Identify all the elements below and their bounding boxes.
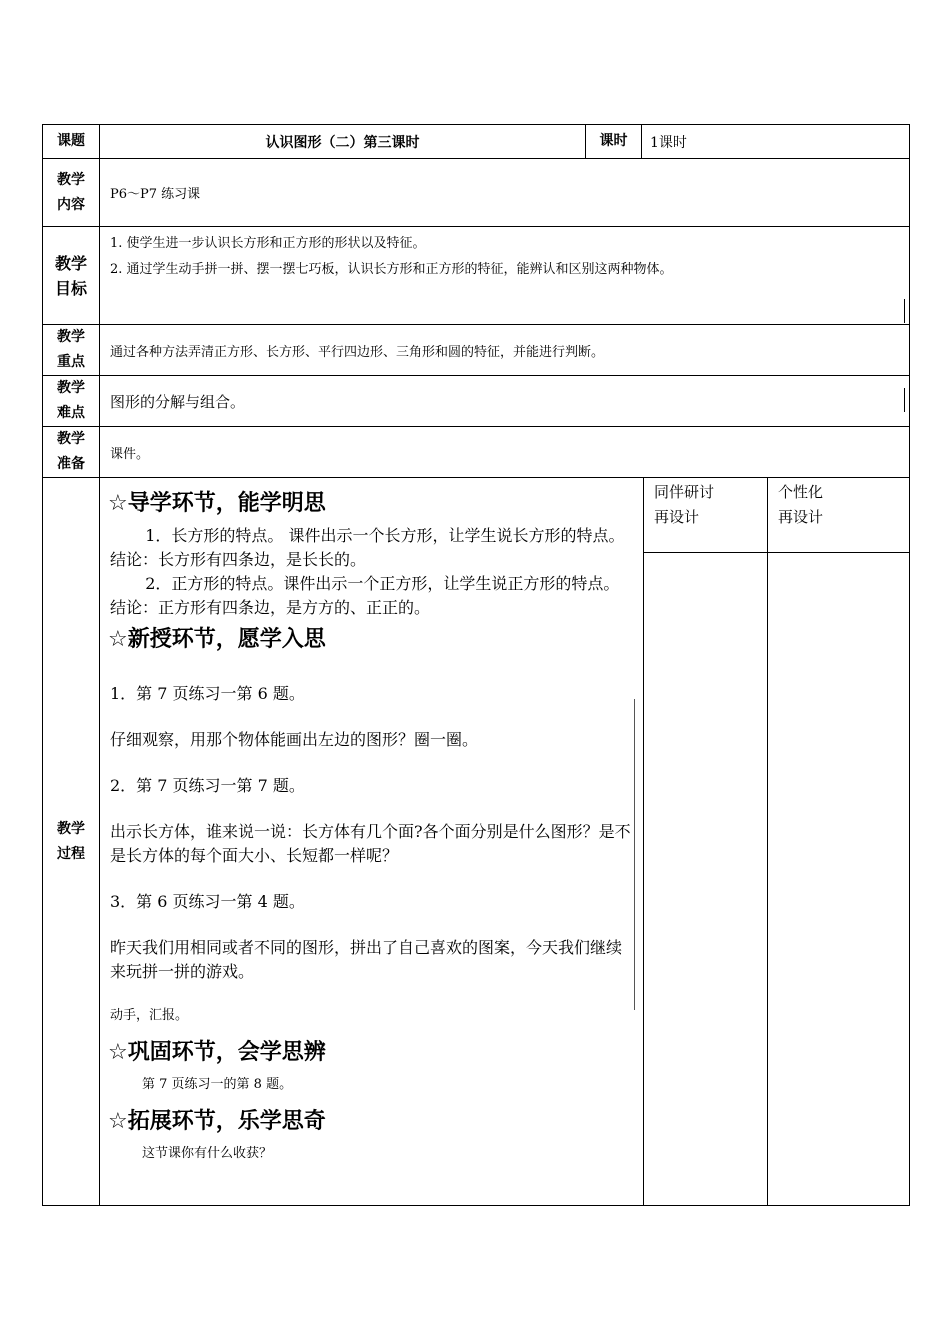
peer-header-line2: 再设计: [654, 508, 700, 526]
goals-label-line2: 目标: [54, 278, 87, 298]
content-label-line1: 教学: [57, 171, 85, 188]
exercise-heading: 3．第 6 页练习一第 4 题。: [110, 892, 305, 911]
content-text: P6～P7 练习课: [100, 159, 910, 227]
preparation-row: [43, 427, 910, 478]
process-label-line1: 教学: [57, 820, 85, 837]
personal-header-line1: 个性化: [778, 483, 824, 501]
preparation-label-line2: 准备: [57, 456, 85, 472]
content-label-line2: 内容: [57, 196, 85, 213]
section-consolidate-title: ☆巩固环节，会学思辨: [108, 1040, 326, 1065]
process-label: [43, 478, 100, 1206]
topic-label: 课题: [43, 125, 100, 159]
preparation-label-line1: 教学: [57, 431, 85, 447]
content-label: [43, 159, 100, 227]
margin-mark: [904, 299, 905, 323]
goals-label-line1: 教学: [54, 253, 87, 273]
exercise-description: 出示长方体，谁来说一说：长方体有几个面?各个面分别是什么图形？是不是长方体的每个面大小、长短都一样呢？: [110, 822, 631, 865]
exercise-description: 仔细观察，用那个物体能画出左边的图形？圈一圈。: [110, 730, 479, 749]
exercise-description: 昨天我们用相同或者不同的图形，拼出了自己喜欢的图案，今天我们继续来玩拼一拼的游戏。: [110, 938, 623, 981]
goal-item: 2. 通过学生动手拼一拼、摆一摆七巧板，认识长方形和正方形的特征，能辨认和区别这两种物体。: [110, 262, 673, 277]
section-guide-paragraph: 2．正方形的特点。课件出示一个正方形，让学生说正方形的特点。 结论：正方形有四条边，是方方的、正正的。: [110, 574, 620, 617]
preparation-label: [43, 427, 100, 478]
exercise-heading: 2．第 7 页练习一第 7 题。: [110, 776, 305, 795]
difficulties-label-line2: 难点: [57, 405, 85, 421]
personal-header-line2: 再设计: [778, 508, 824, 526]
key-points-label: [43, 325, 100, 376]
goal-item: 1. 使学生进一步认识长方形和正方形的形状以及特征。: [110, 236, 426, 251]
goals-label: [43, 227, 100, 325]
peer-redesign-header: [644, 478, 768, 553]
section-guide-title: ☆导学环节，能学明思: [108, 491, 326, 516]
difficulties-row: [43, 376, 910, 427]
margin-rule: [634, 699, 635, 1010]
personal-redesign-header: [768, 478, 910, 553]
section-guide-paragraph: 1．长方形的特点。 课件出示一个长方形，让学生说长方形的特点。 结论：长方形有四条边，是长长的。: [110, 526, 625, 569]
key-points-row: [43, 325, 910, 376]
section-new-title: ☆新授环节，愿学入思: [108, 627, 326, 652]
lesson-plan-table: [42, 124, 910, 1206]
period-label: 课时: [586, 125, 642, 159]
section-extend-title: ☆拓展环节，乐学思奇: [108, 1109, 326, 1134]
goals-cell: [100, 227, 910, 325]
exercise-note: 动手，汇报。: [110, 1008, 189, 1023]
key-points-text: 通过各种方法弄清正方形、长方形、平行四边形、三角形和圆的特征，并能进行判断。: [100, 325, 910, 376]
lesson-title: 认识图形（二）第三课时: [100, 125, 586, 159]
goals-row: [43, 227, 910, 325]
section-consolidate-text: 第 7 页练习一的第 8 题。: [142, 1077, 293, 1092]
content-row: [43, 159, 910, 227]
process-header-row: [43, 478, 910, 553]
margin-mark: [904, 388, 905, 412]
exercise-heading: 1．第 7 页练习一第 6 题。: [110, 684, 305, 703]
key-points-label-line2: 重点: [57, 354, 85, 370]
peer-header-line1: 同伴研讨: [654, 483, 715, 501]
process-content: [100, 478, 644, 1206]
process-label-line2: 过程: [57, 845, 85, 862]
key-points-label-line1: 教学: [57, 329, 85, 345]
section-extend-text: 这节课你有什么收获？: [142, 1146, 273, 1161]
title-row: [43, 125, 910, 159]
difficulties-label: [43, 376, 100, 427]
personal-redesign-space[interactable]: [768, 553, 910, 1206]
difficulties-cell: [100, 376, 910, 427]
difficulties-text: 图形的分解与组合。: [110, 392, 246, 411]
peer-redesign-space[interactable]: [644, 553, 768, 1206]
period-value: 1课时: [642, 125, 910, 159]
preparation-text: 课件。: [100, 427, 910, 478]
difficulties-label-line1: 教学: [57, 380, 85, 396]
